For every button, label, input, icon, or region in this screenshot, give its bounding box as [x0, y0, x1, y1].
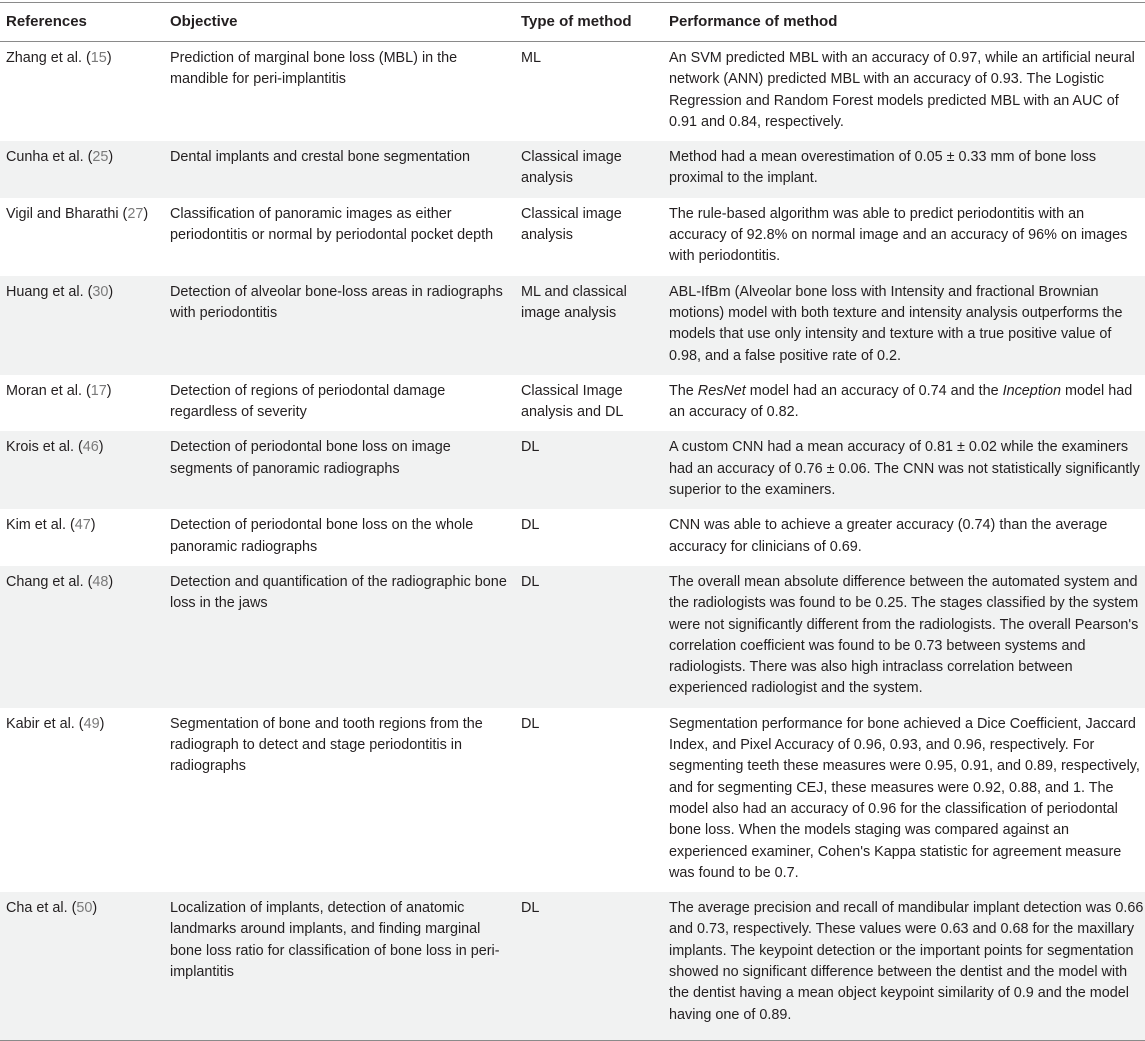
method-cell: Classical image analysis [521, 205, 622, 244]
table-row [0, 431, 1145, 509]
performance-text: model had an accuracy of 0.74 and the [745, 382, 1003, 399]
reference-close: ) [106, 382, 112, 399]
method-cell: Classical Image analysis and DL [521, 382, 624, 421]
performance-cell [663, 375, 1145, 432]
reference-cell [0, 198, 164, 276]
reference-close: ) [106, 50, 112, 66]
table-row [0, 708, 1145, 892]
table-row [0, 276, 1145, 375]
reference-author: Kabir et al. ( [6, 715, 84, 732]
header-performance: Performance of method [663, 3, 1145, 42]
reference-link[interactable]: 48 [92, 573, 109, 590]
reference-author: Huang et al. ( [6, 283, 93, 300]
reference-cell [0, 276, 164, 375]
performance-cell: Segmentation performance for bone achieved a Dice Coefficient, Jaccard Index, and Pixel Accuracy of 0.96, 0.93, and 0.96, respectively. For segmenting teeth these measures were 0.95, 0.91, and 0.89, respectively, and for segmenting CEJ, these measures were 0.92, 0.88, and 1. The model also had an accuracy of 0.96 for the classification of periodontal bone loss. When the models staging was compared against an experienced examiner, Cohen's Kappa statistic for agreement measure was found to be 0.7. [669, 715, 1140, 881]
objective-cell: Detection of regions of periodontal damage regardless of severity [170, 382, 446, 421]
reference-link[interactable]: 30 [92, 283, 109, 300]
review-table [0, 2, 1145, 1041]
table-row [0, 509, 1145, 566]
performance-cell: The average precision and recall of mandibular implant detection was 0.66 and 0.73, respectively. These values were 0.63 and 0.68 for the maxillary implants. The keypoint detection or the important points for segmentation showed no significant difference between the dentist and the model with the dentist having a mean object keypoint similarity of 0.9 and the model having one of 0.89. [663, 892, 1145, 1040]
method-cell: Classical image analysis [521, 149, 622, 187]
method-cell: DL [515, 892, 663, 1040]
table-row [0, 566, 1145, 708]
performance-cell: A custom CNN had a mean accuracy of 0.81 ± 0.02 while the examiners had an accuracy of 0.76 ± 0.06. The CNN was not statistically significantly superior to the examiners. [669, 439, 1140, 499]
table-row [0, 375, 1145, 432]
performance-cell: CNN was able to achieve a greater accuracy (0.74) than the average accuracy for clinicians of 0.69. [669, 517, 1108, 555]
method-cell: ML and classical image analysis [521, 283, 627, 321]
performance-cell: An SVM predicted MBL with an accuracy of 0.97, while an artificial neural network (ANN) predicted MBL with an accuracy of 0.93. The Logistic Regression and Random Forest models predicted MBL with an AUC of 0.91 and 0.84, respectively. [669, 50, 1135, 130]
objective-cell: Detection of periodontal bone loss on image segments of panoramic radiographs [170, 439, 451, 477]
objective-cell: Localization of implants, detection of anatomic landmarks around implants, and finding marginal bone loss ratio for classification of bone loss in peri-implantitis [164, 892, 515, 1040]
reference-author: Cha et al. ( [6, 900, 77, 917]
objective-cell: Detection of periodontal bone loss on the whole panoramic radiographs [170, 517, 474, 555]
reference-cell [0, 892, 164, 1040]
reference-close: ) [99, 715, 105, 732]
method-cell: ML [521, 50, 541, 66]
objective-cell: Detection of alveolar bone-loss areas in radiographs with periodontitis [170, 283, 503, 321]
objective-cell: Detection and quantification of the radiographic bone loss in the jaws [170, 573, 507, 612]
performance-cell: ABL-IfBm (Alveolar bone loss with Intensity and fractional Brownian motions) model with both texture and intensity analysis outperforms the models that use only intensity and texture with a true positive value of 0.98, and a false positive rate of 0.2. [669, 283, 1123, 364]
reference-author: Vigil and Bharathi ( [6, 205, 128, 222]
reference-author: Zhang et al. ( [6, 50, 91, 66]
reference-close: ) [108, 573, 114, 590]
reference-close: ) [92, 900, 98, 917]
reference-close: ) [90, 517, 96, 534]
reference-author: Cunha et al. ( [6, 149, 93, 166]
reference-cell [0, 509, 164, 566]
header-row [0, 3, 1145, 42]
header-type-of-method: Type of method [515, 3, 663, 42]
reference-link[interactable]: 27 [127, 205, 144, 222]
reference-link[interactable]: 17 [90, 382, 107, 399]
objective-cell: Dental implants and crestal bone segmentation [170, 149, 470, 166]
reference-link[interactable]: 47 [74, 517, 91, 534]
method-cell: DL [521, 439, 540, 456]
method-cell: DL [521, 715, 540, 732]
reference-cell [0, 431, 164, 509]
method-cell: DL [521, 573, 540, 590]
reference-close: ) [143, 205, 149, 222]
performance-cell: Method had a mean overestimation of 0.05 ± 0.33 mm of bone loss proximal to the implant. [669, 149, 1097, 187]
table-row [0, 892, 1145, 1040]
reference-close: ) [108, 283, 114, 300]
reference-cell [0, 375, 164, 432]
table-row [0, 198, 1145, 276]
objective-cell: Segmentation of bone and tooth regions from the radiograph to detect and stage periodontitis in radiographs [170, 715, 483, 775]
table-row [0, 42, 1145, 142]
reference-link[interactable]: 50 [76, 900, 93, 917]
objective-cell: Prediction of marginal bone loss (MBL) in the mandible for peri-implantitis [170, 50, 458, 88]
reference-close: ) [108, 149, 114, 166]
header-references: References [0, 3, 164, 42]
table-row [0, 141, 1145, 198]
method-cell: DL [521, 517, 540, 534]
reference-author: Moran et al. ( [6, 382, 91, 399]
performance-cell: The rule-based algorithm was able to predict periodontitis with an accuracy of 92.8% on normal image and an accuracy of 96% on images with periodontitis. [669, 205, 1128, 265]
header-objective: Objective [164, 3, 515, 42]
reference-cell [0, 42, 164, 142]
reference-link[interactable]: 15 [90, 50, 107, 66]
reference-link[interactable]: 46 [82, 439, 99, 456]
reference-link[interactable]: 49 [83, 715, 100, 732]
reference-cell [0, 141, 164, 198]
reference-author: Chang et al. ( [6, 573, 93, 590]
reference-cell [0, 566, 164, 708]
reference-link[interactable]: 25 [92, 149, 109, 166]
objective-cell: Classification of panoramic images as either periodontitis or normal by periodontal pocket depth [170, 205, 494, 244]
performance-text: The [669, 382, 698, 399]
reference-cell [0, 708, 164, 892]
reference-author: Kim et al. ( [6, 517, 75, 534]
reference-close: ) [98, 439, 104, 456]
inception-model-name: Inception [1002, 382, 1062, 399]
performance-cell: The overall mean absolute difference between the automated system and the radiologists was found to be 0.25. The stages classified by the system were not significantly different from the radiologists. The overall Pearson's correlation coefficient was found to be 0.73 between systems and radiologists. There was also high intraclass correlation between experienced radiologist and the system. [669, 573, 1139, 697]
reference-author: Krois et al. ( [6, 439, 83, 456]
performance-text: model had an accuracy of 0.82. [669, 382, 1133, 421]
resnet-model-name: ResNet [697, 382, 746, 399]
